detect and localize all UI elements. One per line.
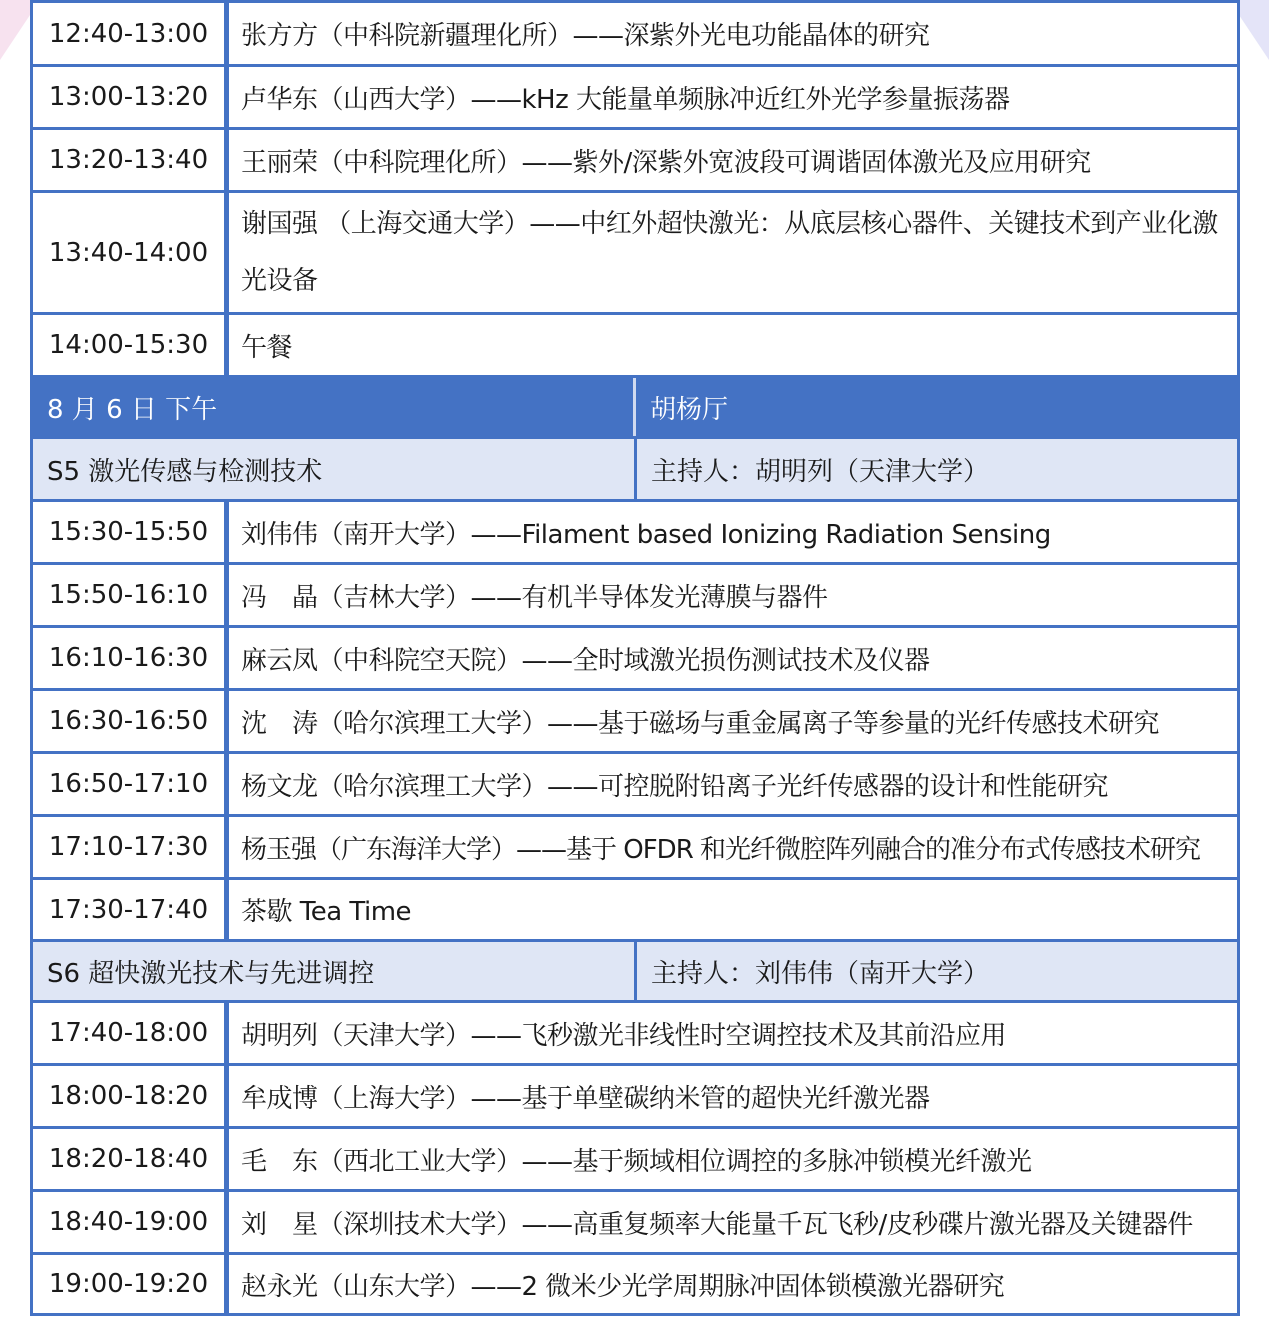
- talk-cell: 谢国强 （上海交通大学）——中红外超快激光：从底层核心器件、关键技术到产业化激光设备: [229, 193, 1237, 312]
- talk-cell: 卢华东（山西大学）——kHz 大能量单频脉冲近红外光学参量振荡器: [229, 67, 1237, 127]
- time-cell: 13:00-13:20: [33, 67, 224, 127]
- session-title: S6 超快激光技术与先进调控: [33, 942, 634, 1000]
- talk-cell: 张方方（中科院新疆理化所）——深紫外光电功能晶体的研究: [229, 3, 1237, 64]
- session-title: S5 激光传感与检测技术: [33, 439, 634, 499]
- section-header: [30, 375, 1240, 439]
- table-row: [30, 499, 1240, 565]
- talk-cell: 刘 星（深圳技术大学）——高重复频率大能量千瓦飞秒/皮秒碟片激光器及关键器件: [229, 1192, 1237, 1252]
- time-cell: 14:00-15:30: [33, 315, 224, 375]
- time-cell: 15:50-16:10: [33, 565, 224, 625]
- session-header: [30, 436, 1240, 502]
- time-cell: 17:10-17:30: [33, 817, 224, 877]
- talk-cell: 茶歇 Tea Time: [229, 880, 1237, 939]
- table-row: [30, 0, 1240, 67]
- time-cell: 13:20-13:40: [33, 130, 224, 190]
- talk-cell: 牟成博（上海大学）——基于单壁碳纳米管的超快光纤激光器: [229, 1066, 1237, 1126]
- session-host: 主持人：胡明列（天津大学）: [637, 439, 1237, 499]
- schedule-table: [30, 0, 1240, 1316]
- talk-cell: 冯 晶（吉林大学）——有机半导体发光薄膜与器件: [229, 565, 1237, 625]
- time-cell: 15:30-15:50: [33, 502, 224, 562]
- time-cell: 16:30-16:50: [33, 691, 224, 751]
- table-row: [30, 1252, 1240, 1316]
- time-cell: 17:40-18:00: [33, 1003, 224, 1063]
- table-row: [30, 190, 1240, 315]
- time-cell: 17:30-17:40: [33, 880, 224, 939]
- talk-cell: 胡明列（天津大学）——飞秒激光非线性时空调控技术及其前沿应用: [229, 1003, 1237, 1063]
- time-cell: 16:10-16:30: [33, 628, 224, 688]
- table-row: [30, 64, 1240, 130]
- session-header: [30, 939, 1240, 1003]
- time-cell: 19:00-19:20: [33, 1255, 224, 1313]
- talk-cell: 麻云凤（中科院空天院）——全时域激光损伤测试技术及仪器: [229, 628, 1237, 688]
- time-cell: 13:40-14:00: [33, 193, 224, 312]
- talk-cell: 午餐: [229, 315, 1237, 375]
- talk-cell: 王丽荣（中科院理化所）——紫外/深紫外宽波段可调谐固体激光及应用研究: [229, 130, 1237, 190]
- section-hall: 胡杨厅: [636, 378, 1237, 436]
- time-cell: 18:40-19:00: [33, 1192, 224, 1252]
- talk-cell: 刘伟伟（南开大学）——Filament based Ionizing Radiation Sensing: [229, 502, 1237, 562]
- table-row: [30, 1126, 1240, 1192]
- table-row: [30, 1189, 1240, 1255]
- section-date: 8 月 6 日 下午: [33, 378, 634, 436]
- talk-cell: 毛 东（西北工业大学）——基于频域相位调控的多脉冲锁模光纤激光: [229, 1129, 1237, 1189]
- table-row: [30, 562, 1240, 628]
- table-row: [30, 751, 1240, 817]
- talk-cell: 赵永光（山东大学）——2 微米少光学周期脉冲固体锁模激光器研究: [229, 1255, 1237, 1313]
- time-cell: 18:00-18:20: [33, 1066, 224, 1126]
- table-row: [30, 1063, 1240, 1129]
- talk-cell: 沈 涛（哈尔滨理工大学）——基于磁场与重金属离子等参量的光纤传感技术研究: [229, 691, 1237, 751]
- table-row: [30, 688, 1240, 754]
- session-host: 主持人：刘伟伟（南开大学）: [637, 942, 1237, 1000]
- time-cell: 12:40-13:00: [33, 3, 224, 64]
- table-row: [30, 127, 1240, 193]
- table-row: [30, 1000, 1240, 1066]
- table-row: [30, 877, 1240, 942]
- table-row: [30, 312, 1240, 378]
- table-row: [30, 814, 1240, 880]
- talk-cell: 杨玉强（广东海洋大学）——基于 OFDR 和光纤微腔阵列融合的准分布式传感技术研究: [229, 817, 1237, 877]
- time-cell: 16:50-17:10: [33, 754, 224, 814]
- talk-cell: 杨文龙（哈尔滨理工大学）——可控脱附铅离子光纤传感器的设计和性能研究: [229, 754, 1237, 814]
- table-row: [30, 625, 1240, 691]
- time-cell: 18:20-18:40: [33, 1129, 224, 1189]
